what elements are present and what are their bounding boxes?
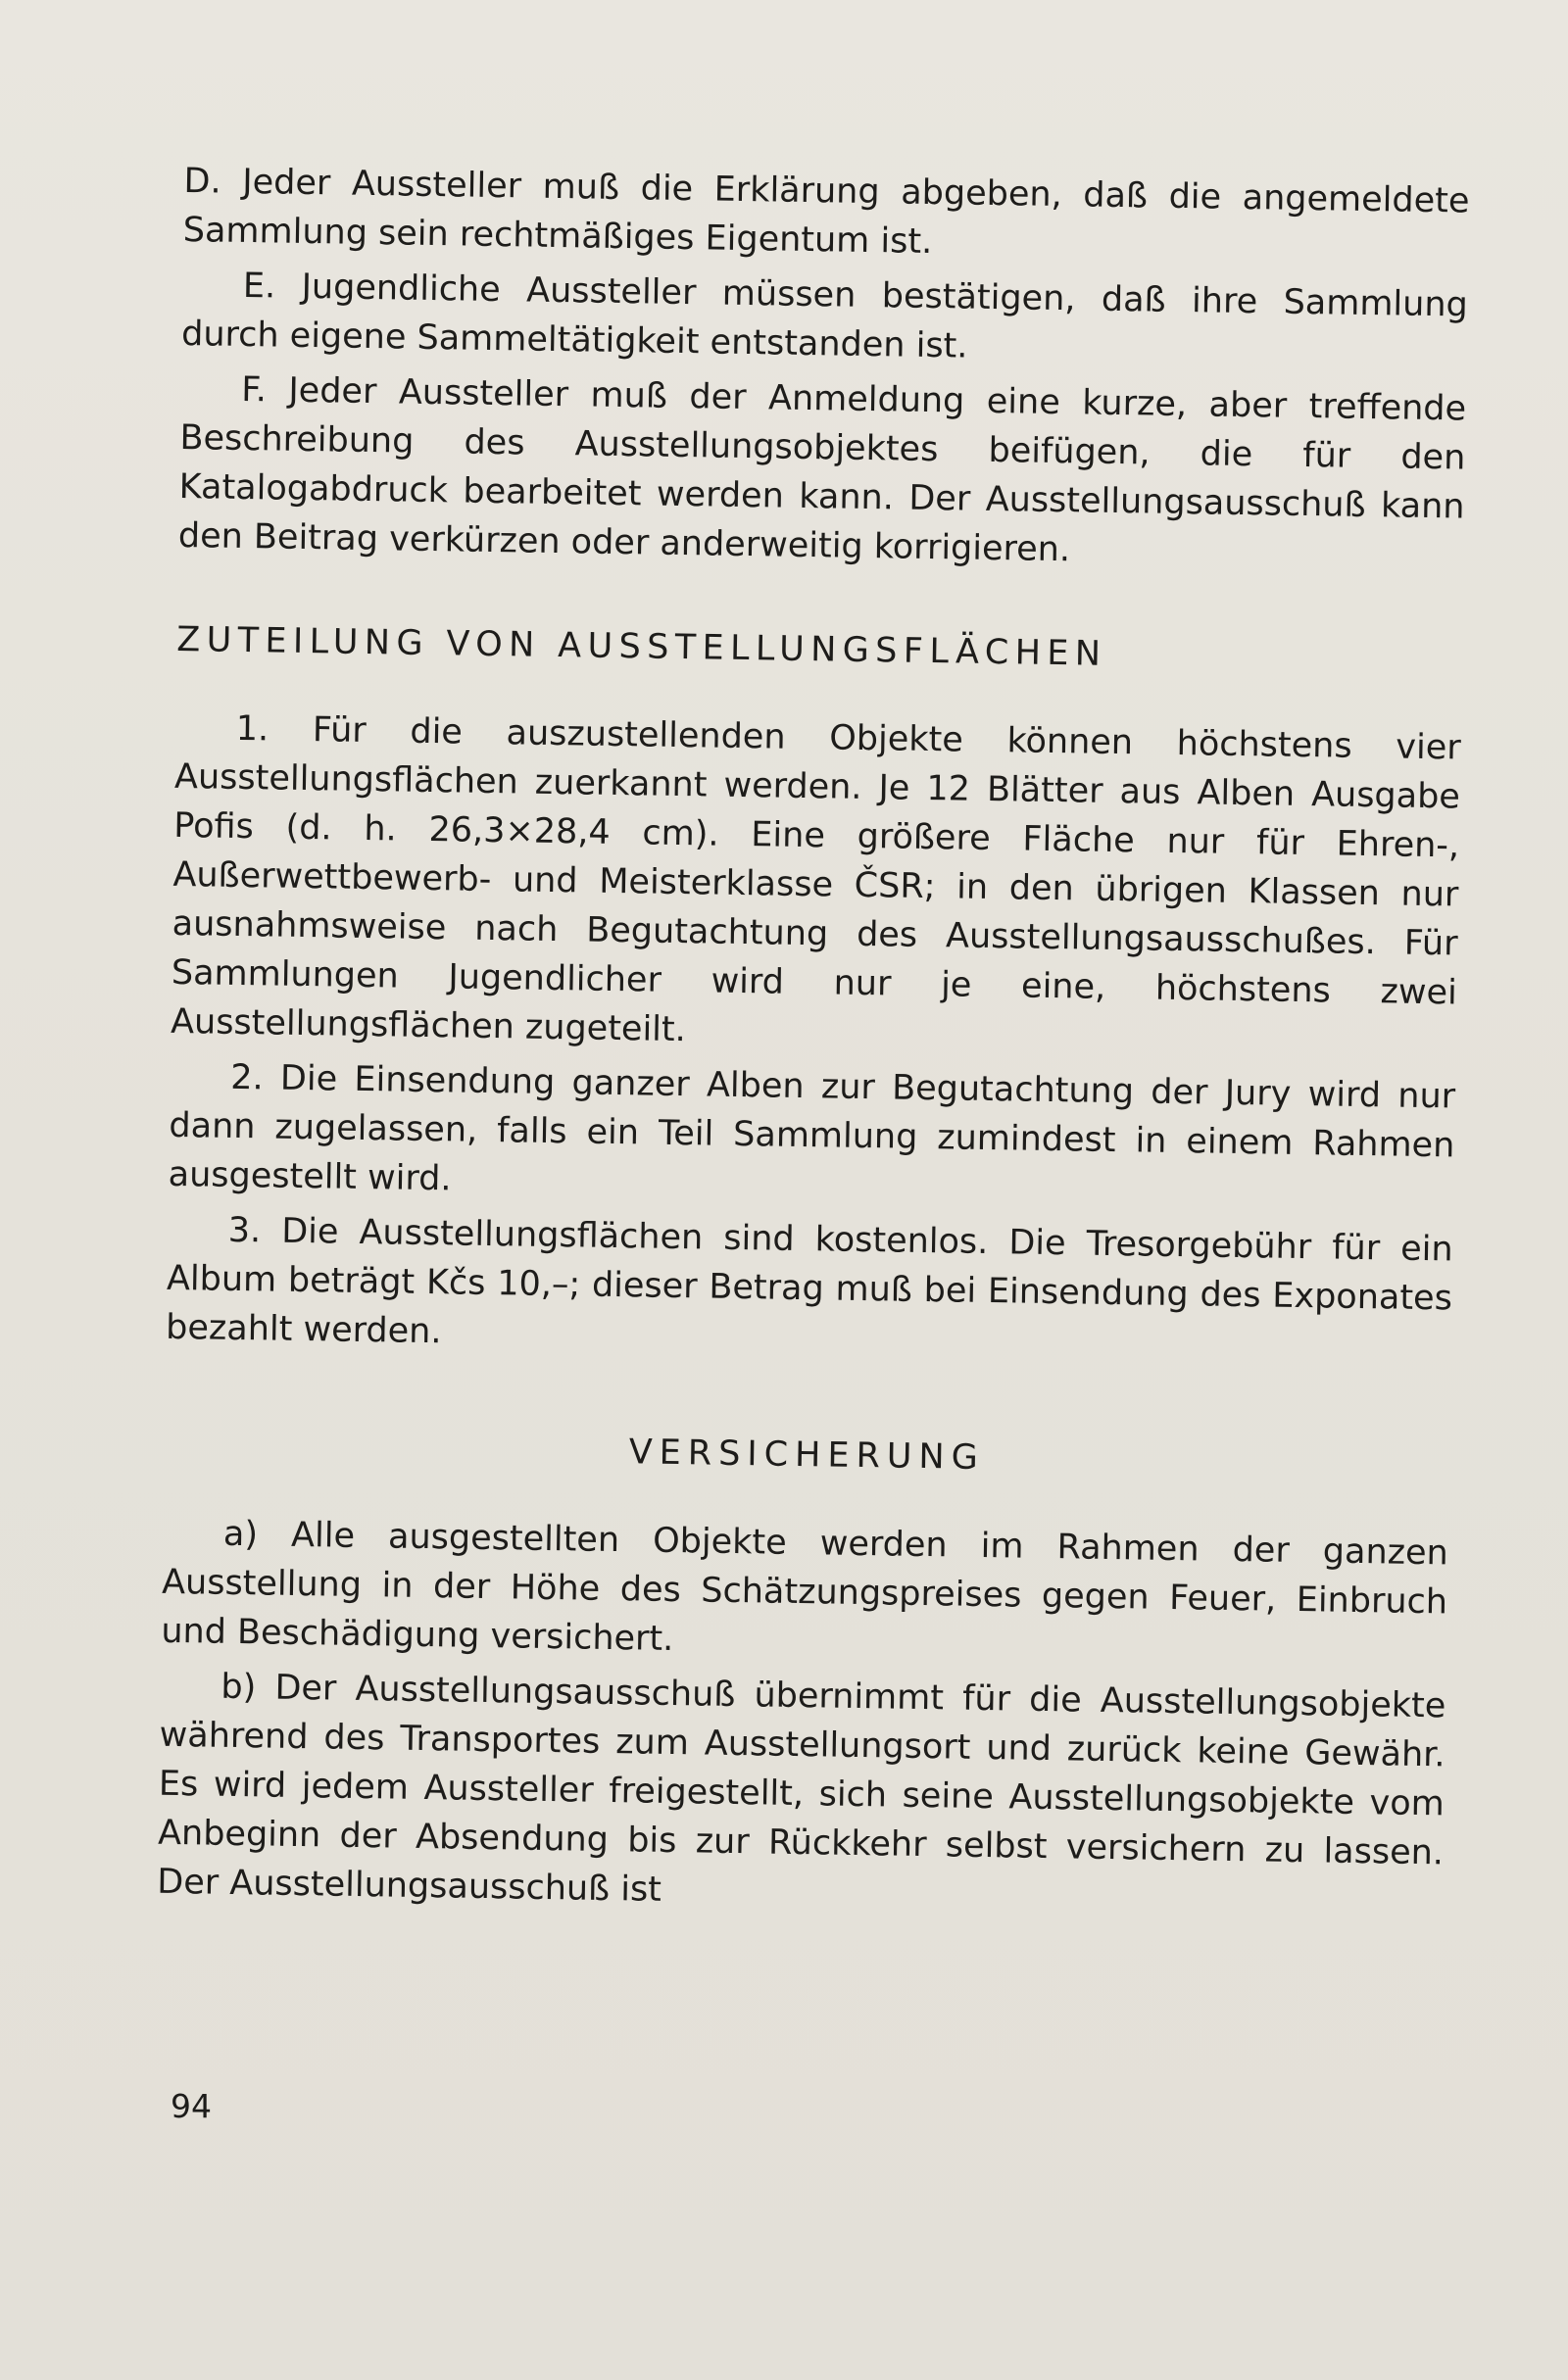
section-heading-versicherung: VERSICHERUNG	[628, 1433, 986, 1478]
paragraph-f: F. Jeder Aussteller muß der Anmeldung eine kurze, aber treffende Beschreibung des Ausstellungsobjektes beifügen, die für den Katalogabdruck bearbeitet werden kann. Der Ausstellungsausschuß kann den Beitrag verkürzen oder anderweitig korrigieren.	[177, 369, 1467, 570]
paragraph-d: D. Jeder Aussteller muß die Erklärung abgeben, daß die angemeldete Sammlung sein rechtmäßiges Eigentum ist.	[182, 161, 1470, 262]
paragraph-3: 3. Die Ausstellungsflächen sind kostenlos. Die Tresorgebühr für ein Album beträgt Kčs 10,–; dieser Betrag muß bei Einsendung des Exponates bezahlt werden.	[165, 1210, 1453, 1352]
paragraph-2: 2. Die Einsendung ganzer Alben zur Begutachtung der Jury wird nur dann zugelassen, falls ein Teil Sammlung zumindest in einem Rahmen ausgestellt wird.	[168, 1057, 1456, 1199]
paragraph-b: b) Der Ausstellungsausschuß übernimmt für die Ausstellungsobjekte während des Transportes zum Ausstellungsort und zurück keine Gewähr. Es wird jedem Aussteller freigestellt, sich seine Ausstellungsobjekte vom Anbeginn der Absendung bis zur Rückkehr selbst versichern zu lassen. Der Ausstellungsausschuß ist	[157, 1667, 1446, 1910]
body-text	[157, 157, 1470, 1932]
paragraph-a: a) Alle ausgestellten Objekte werden im Rahmen der ganzen Ausstellung in der Höhe des Schätzungspreises gegen Feuer, Einbruch und Beschädigung versichert.	[161, 1514, 1449, 1660]
page-number: 94	[171, 2087, 212, 2125]
paragraph-1: 1. Für die auszustellenden Objekte können höchstens vier Ausstellungsflächen zuerkannt werden. Je 12 Blätter aus Alben Ausgabe Pofis (d. h. 26,3×28,4 cm). Eine größere Fläche nur für Ehren-, Außerwettbewerb- und Meisterklasse ČSR; in den übrigen Klassen nur ausnahmsweise nach Begutachtung des Ausstellungsausschußes. Für Sammlungen Jugendlicher wird nur je eine, höchstens zwei Ausstellungsflächen zugeteilt.	[170, 708, 1461, 1050]
paragraph-e: E. Jugendliche Aussteller müssen bestätigen, daß ihre Sammlung durch eigene Sammeltätigkeit entstanden ist.	[180, 266, 1469, 366]
section-heading-zuteilung: ZUTEILUNG VON AUSSTELLUNGSFLÄCHEN	[175, 619, 1107, 674]
